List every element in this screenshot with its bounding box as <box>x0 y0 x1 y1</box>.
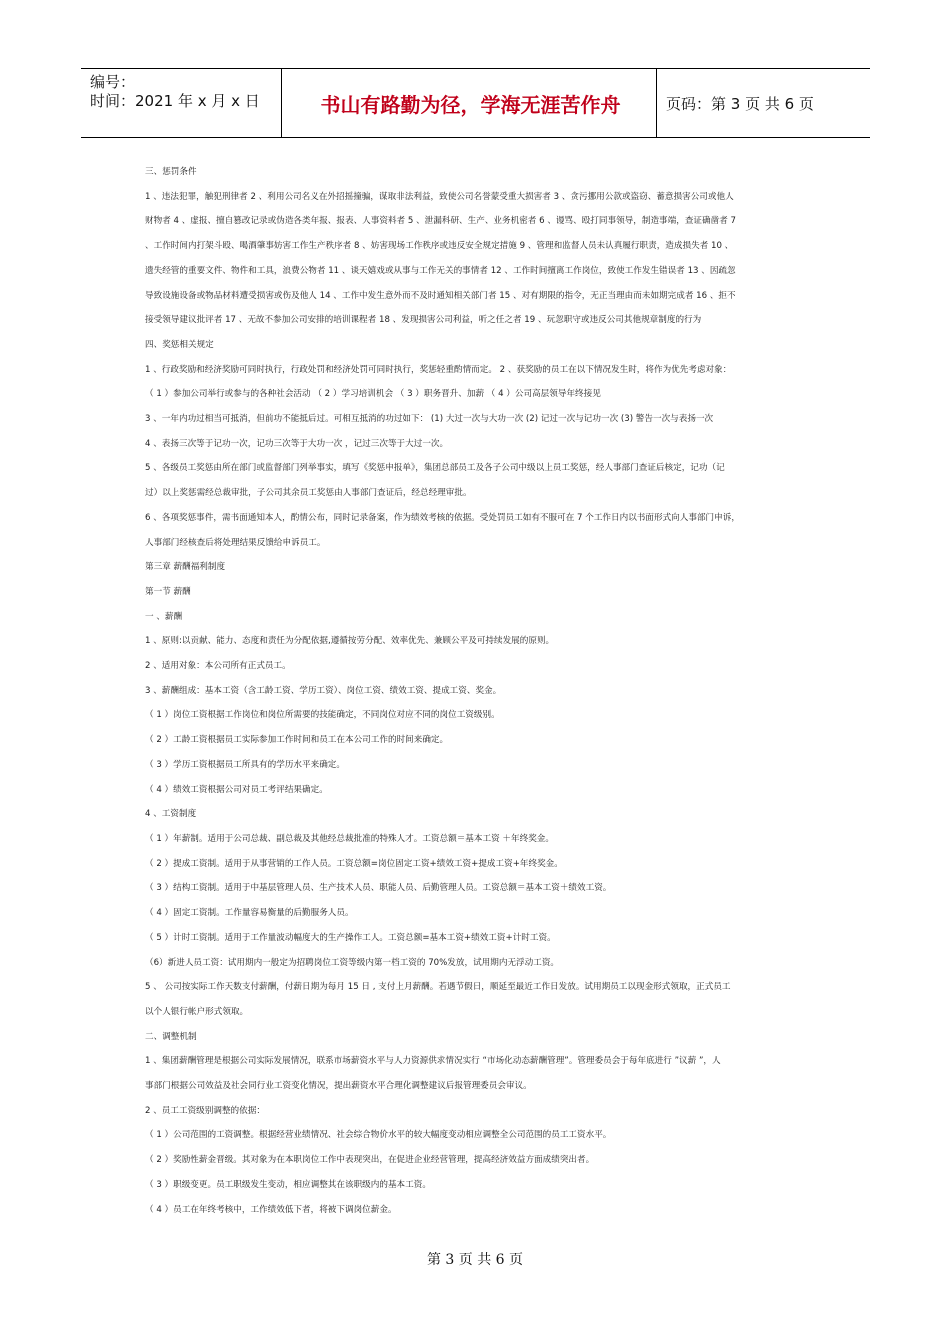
body-line: （ 3 ）结构工资制。适用于中基层管理人员、生产技术人员、职能人员、后勤管理人员。工资总额＝基本工资＋绩效工资。 <box>145 883 612 894</box>
body-line: 人事部门经核查后将处理结果反馈给申诉员工。 <box>145 537 326 548</box>
body-line: 财物者 4 、虚报、擅自篡改记录或伪造各类年报、报表、人事资料者 5 、泄漏科研、生产、业务机密者 6 、谩骂、殴打同事领导，制造事端，查证确凿者 7 <box>145 216 736 227</box>
body-line: 4 、工资制度 <box>145 809 197 820</box>
body-line: （ 3 ）学历工资根据员工所具有的学历水平来确定。 <box>145 759 345 770</box>
page-footer: 第 3 页 共 6 页 <box>426 1252 524 1268</box>
body-line: （ 2 ）工龄工资根据员工实际参加工作时间和员工在本公司工作的时间来确定。 <box>145 735 449 746</box>
body-line: 第三章 薪酬福利制度 <box>145 562 226 573</box>
body-line: （ 2 ）奖励性薪金晋级。其对象为在本职岗位工作中表现突出，在促进企业经营管理，提高经济效益方面成绩突出者。 <box>145 1155 595 1166</box>
body-line: （ 4 ）固定工资制。工作量容易衡量的后勤服务人员。 <box>145 908 354 919</box>
body-line: 1 、违法犯罪，触犯刑律者 2 、利用公司名义在外招摇撞骗，谋取非法利益，致使公司名誉蒙受重大损害者 3 、贪污挪用公款或盗窃、蓄意损害公司或他人 <box>145 191 734 202</box>
body-line: （ 5 ）计时工资制。适用于工作量波动幅度大的生产操作工人。工资总额=基本工资+绩效工资+计时工资。 <box>145 932 556 943</box>
body-line: 事部门根据公司效益及社会同行业工资变化情况，提出薪资水平合理化调整建议后报管理委员会审议。 <box>145 1081 532 1092</box>
header-time-label: 时间：2021 年 x 月 x 日 <box>90 92 260 110</box>
body-line: （ 1 ）岗位工资根据工作岗位和岗位所需要的技能确定，不同岗位对应不同的岗位工资级别。 <box>145 710 500 721</box>
body-line: 一 、薪酬 <box>145 611 183 622</box>
body-line: 1 、集团薪酬管理是根据公司实际发展情况，联系市场薪资水平与人力资源供求情况实行 “市场化动态薪酬管理”。管理委员会于每年底进行 ”议薪 ”，人 <box>145 1056 721 1067</box>
body-line: 二、调整机制 <box>145 1031 197 1042</box>
body-line: 3 、一年内功过相当可抵消，但前功不能抵后过。可相互抵消的功过如下： (1) 大过一次与大功一次 (2) 记过一次与记功一次 (3) 警告一次与表扬一次 <box>145 414 714 425</box>
body-line: 以个人银行帐户形式领取。 <box>145 1006 249 1017</box>
body-line: （ 1 ）公司范围的工资调整。根据经营业绩情况、社会综合物价水平的较大幅度变动相应调整全公司范围的员工工资水平。 <box>145 1130 612 1141</box>
body-line: （ 4 ）员工在年终考核中，工作绩效低下者，将被下调岗位薪金。 <box>145 1204 397 1215</box>
body-line: 、工作时间内打架斗殴、喝酒肇事妨害工作生产秩序者 8 、妨害现场工作秩序或违反安全规定措施 9 、管理和监督人员未认真履行职责，造成损失者 10 、 <box>145 241 734 252</box>
body-line: 3 、薪酬组成：基本工资（含工龄工资、学历工资）、岗位工资、绩效工资、提成工资、奖金。 <box>145 685 502 696</box>
header-divider-left <box>281 69 282 137</box>
header-page-label: 页码：第 3 页 共 6 页 <box>666 94 814 113</box>
document-body <box>145 160 810 1222</box>
body-line: 1 、行政奖励和经济奖励可同时执行，行政处罚和经济处罚可同时执行，奖惩轻重酌情而定。 2 、获奖励的员工在以下情况发生时，将作为优先考虑对象： <box>145 364 732 375</box>
body-line: 4 、表扬三次等于记功一次，记功三次等于大功一次 ，记过三次等于大过一次。 <box>145 438 449 449</box>
body-line: 四、奖惩相关规定 <box>145 339 214 350</box>
body-line: 过）以上奖惩需经总裁审批，子公司其余员工奖惩由人事部门查证后，经总经理审批。 <box>145 488 472 499</box>
header-motto: 书山有路勤为径，学海无涯苦作舟 <box>320 92 621 117</box>
header-meta <box>90 73 260 111</box>
body-line: 5 、各级员工奖惩由所在部门或监督部门列举事实，填写《奖惩申报单》，集团总部员工及各子公司中级以上员工奖惩，经人事部门查证后核定，记功（记 <box>145 463 725 474</box>
body-line: 遗失经管的重要文件、物件和工具，浪费公物者 11 、谈天嬉戏或从事与工作无关的事情者 12 、工作时间擅离工作岗位，致使工作发生错误者 13 、因疏忽 <box>145 265 736 276</box>
body-line: （6）新进人员工资：试用期内一般定为招聘岗位工资等级内第一档工资的 70%发放，试用期内无浮动工资。 <box>145 957 560 968</box>
body-line: 三、惩罚条件 <box>145 167 197 177</box>
body-line: （ 1 ）年薪制。适用于公司总裁、副总裁及其他经总裁批准的特殊人才。工资总额＝基本工资 ＋年终奖金。 <box>145 833 554 844</box>
body-line: （ 1 ）参加公司举行或参与的各种社会活动 （ 2 ）学习培训机会 （ 3 ）职务晋升、加薪 （ 4 ）公司高层领导年终接见 <box>145 389 601 400</box>
body-line: 2 、适用对象：本公司所有正式员工。 <box>145 661 291 672</box>
body-line: 第一节 薪酬 <box>145 586 191 597</box>
body-line: （ 2 ）提成工资制。适用于从事营销的工作人员。工资总额=岗位固定工资+绩效工资+提成工资+年终奖金。 <box>145 858 563 869</box>
body-line: （ 4 ）绩效工资根据公司对员工考评结果确定。 <box>145 784 328 795</box>
body-line: 6 、各项奖惩事件，需书面通知本人，酌情公布，同时记录备案，作为绩效考核的依据。受处罚员工如有不服可在 7 个工作日内以书面形式向人事部门申诉， <box>145 512 740 523</box>
header-number-label: 编号： <box>90 73 136 91</box>
page-header <box>81 68 870 138</box>
body-line: 2 、员工工资级别调整的依据： <box>145 1105 265 1116</box>
body-line: 接受领导建议批评者 17 、无故不参加公司安排的培训课程者 18 、发现损害公司利益，听之任之者 19 、玩忽职守或违反公司其他规章制度的行为 <box>145 315 702 326</box>
body-line: 1 、原则:以贡献、能力、态度和责任为分配依据,遵循按劳分配、效率优先、兼顾公平及可持续发展的原则。 <box>145 636 555 647</box>
body-line: 5 、 公司按实际工作天数支付薪酬，付薪日期为每月 15 日 , 支付上月薪酬。若遇节假日，顺延至最近工作日发放。试用期员工以现金形式领取，正式员工 <box>145 982 731 993</box>
body-line: （ 3 ）职级变更。员工职级发生变动，相应调整其在该职级内的基本工资。 <box>145 1179 431 1190</box>
body-line: 导致设施设备或物品材料遭受损害或伤及他人 14 、工作中发生意外而不及时通知相关部门者 15 、对有期限的指令，无正当理由而未如期完成者 16 、拒不 <box>145 290 736 301</box>
